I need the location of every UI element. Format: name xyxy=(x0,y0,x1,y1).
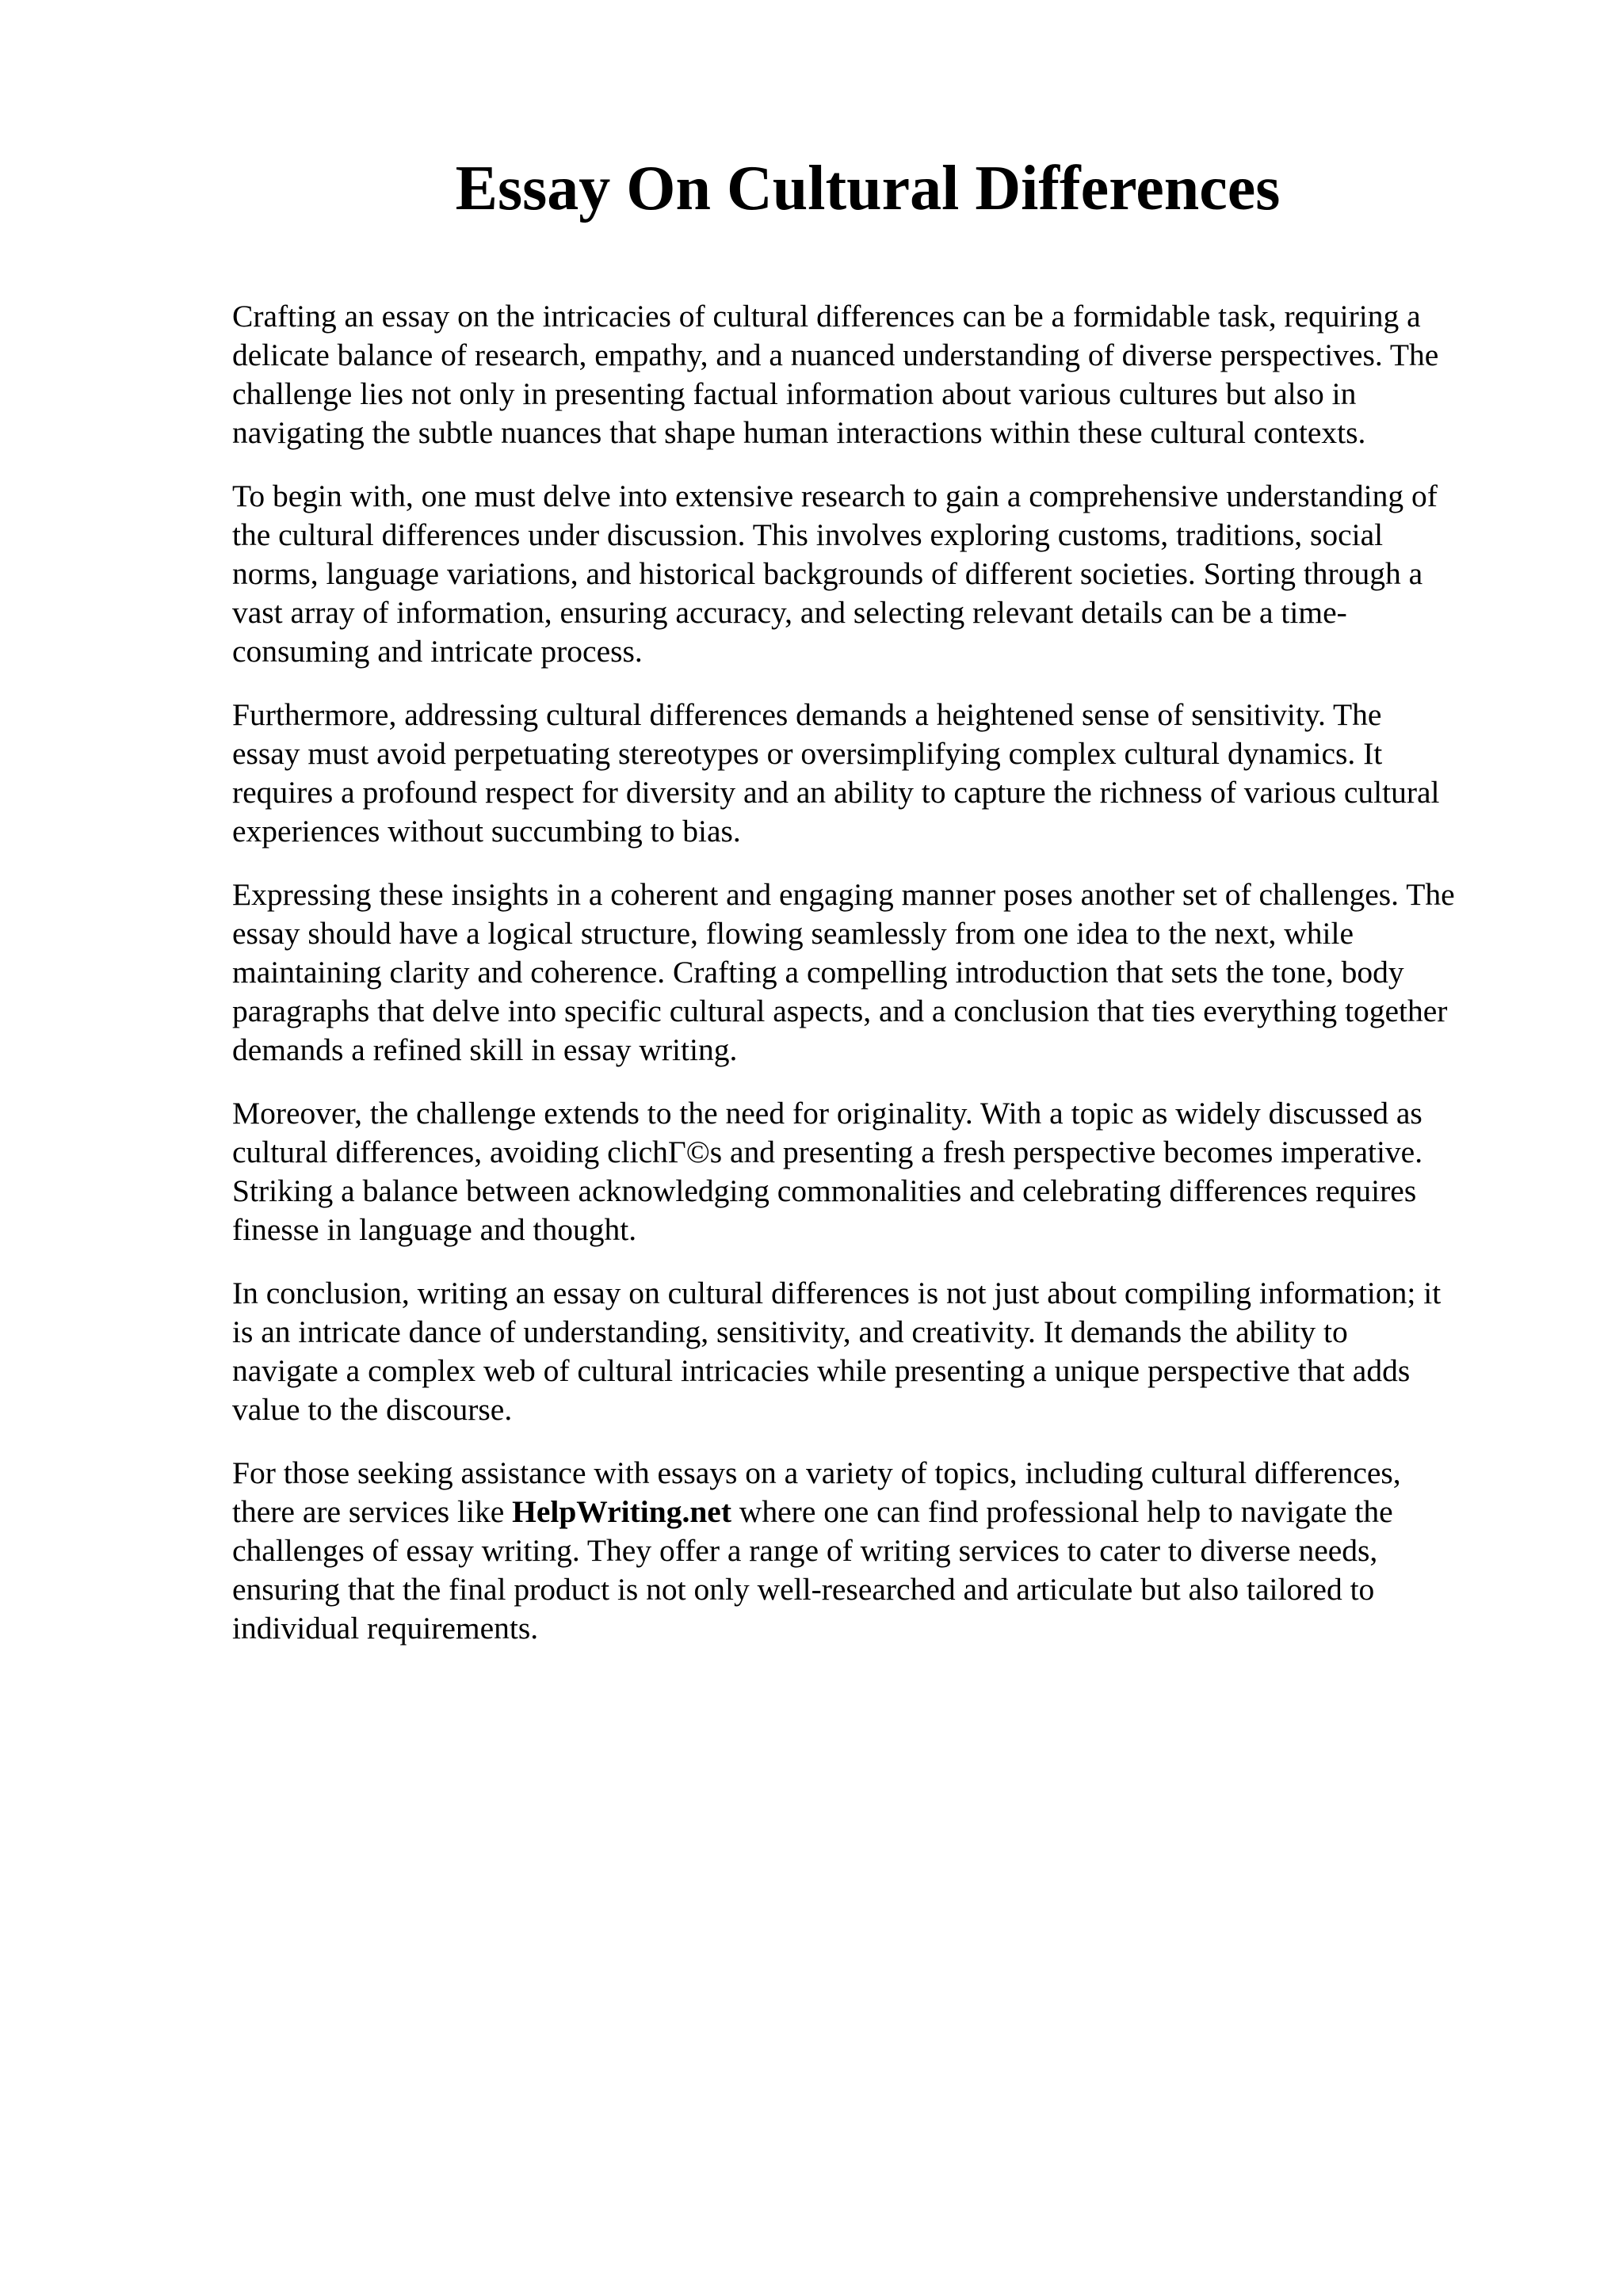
text-line: norms, language variations, and historical backgrounds of different societies. Sorting through a xyxy=(232,556,1423,591)
text-line: ensuring that the final product is not only well-researched and articulate but also tailored to xyxy=(232,1572,1375,1607)
text-line: In conclusion, writing an essay on cultural differences is not just about compiling information; it xyxy=(232,1276,1442,1310)
text-line: individual requirements. xyxy=(232,1611,539,1646)
text-line: challenge lies not only in presenting factual information about various cultures but also in xyxy=(232,376,1357,411)
document-title: Essay On Cultural Differences xyxy=(455,154,1281,223)
text-line: cultural differences, avoiding clichΓ©s and presenting a fresh perspective becomes imperative. xyxy=(232,1135,1423,1169)
text-line: challenges of essay writing. They offer a range of writing services to cater to diverse needs, xyxy=(232,1533,1378,1568)
text-line: consuming and intricate process. xyxy=(232,634,643,669)
paragraph-5 xyxy=(232,1094,1540,1249)
text-line: Crafting an essay on the intricacies of cultural differences can be a formidable task, requiring a xyxy=(232,299,1421,334)
text-line: finesse in language and thought. xyxy=(232,1212,637,1247)
text-line: navigating the subtle nuances that shape human interactions within these cultural contexts. xyxy=(232,415,1366,450)
text-line: Moreover, the challenge extends to the need for originality. With a topic as widely discussed as xyxy=(232,1096,1423,1131)
text-line: demands a refined skill in essay writing. xyxy=(232,1032,738,1067)
text-line: experiences without succumbing to bias. xyxy=(232,814,741,849)
text-line: Striking a balance between acknowledging commonalities and celebrating differences requires xyxy=(232,1173,1417,1208)
text-line: To begin with, one must delve into extensive research to gain a comprehensive understanding of xyxy=(232,479,1438,513)
service-name-link[interactable]: HelpWriting.net xyxy=(512,1494,731,1529)
text-line: maintaining clarity and coherence. Crafting a compelling introduction that sets the tone, body xyxy=(232,955,1404,990)
text-line: navigate a complex web of cultural intricacies while presenting a unique perspective that adds xyxy=(232,1353,1411,1388)
paragraph-4 xyxy=(232,875,1540,1070)
text-line: For those seeking assistance with essays on a variety of topics, including cultural differences, xyxy=(232,1455,1401,1490)
text-segment: there are services like xyxy=(232,1494,513,1529)
text-line: Expressing these insights in a coherent and engaging manner poses another set of challenges. The xyxy=(232,877,1455,912)
document-body xyxy=(232,297,1540,1672)
text-line: Furthermore, addressing cultural differences demands a heightened sense of sensitivity. The xyxy=(232,697,1382,732)
text-line xyxy=(232,1493,1540,1531)
text-line: the cultural differences under discussion. This involves exploring customs, traditions, social xyxy=(232,517,1384,552)
paragraph-7 xyxy=(232,1454,1540,1648)
text-line: essay should have a logical structure, flowing seamlessly from one idea to the next, while xyxy=(232,916,1354,951)
text-line: vast array of information, ensuring accuracy, and selecting relevant details can be a time- xyxy=(232,595,1347,630)
text-line: is an intricate dance of understanding, sensitivity, and creativity. It demands the ability to xyxy=(232,1314,1348,1349)
paragraph-3 xyxy=(232,696,1540,851)
text-line: essay must avoid perpetuating stereotypes or oversimplifying complex cultural dynamics. It xyxy=(232,736,1383,771)
text-line: requires a profound respect for diversity and an ability to capture the richness of various cultural xyxy=(232,775,1440,810)
text-line: delicate balance of research, empathy, and a nuanced understanding of diverse perspectives. The xyxy=(232,338,1439,372)
text-line: value to the discourse. xyxy=(232,1392,513,1427)
paragraph-2 xyxy=(232,477,1540,671)
text-segment: where one can find professional help to navigate the xyxy=(731,1494,1393,1529)
paragraph-6 xyxy=(232,1274,1540,1429)
paragraph-1 xyxy=(232,297,1540,452)
text-line: paragraphs that delve into specific cultural aspects, and a conclusion that ties everything together xyxy=(232,994,1448,1028)
